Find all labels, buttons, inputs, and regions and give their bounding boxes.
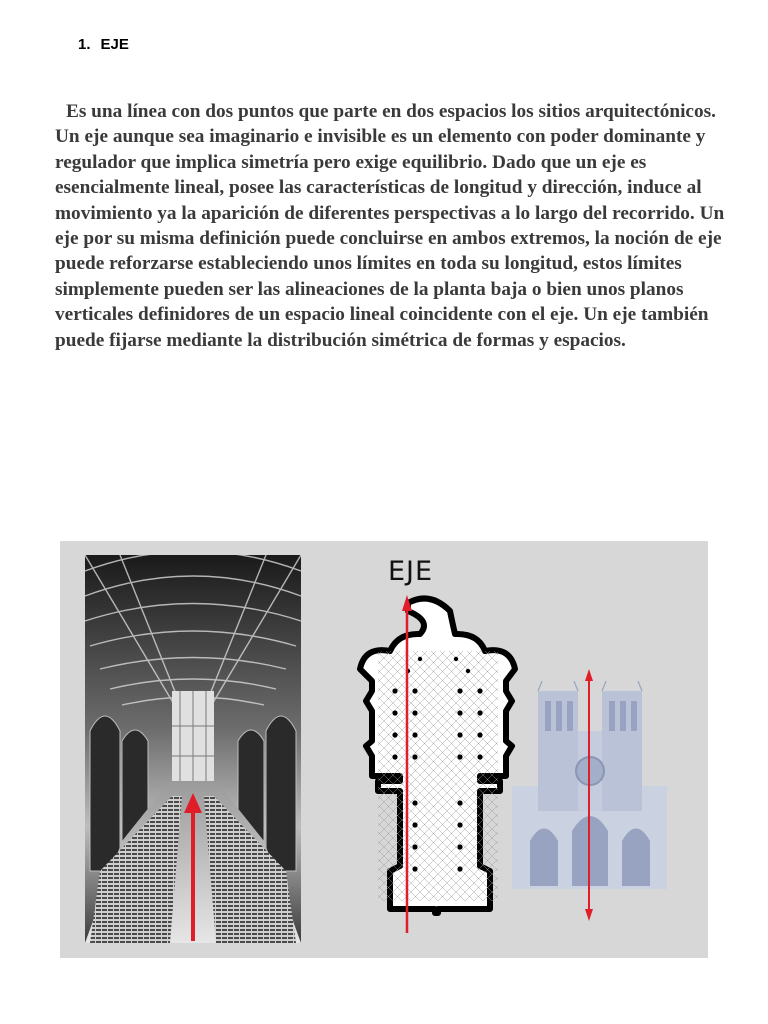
section-number: 1. bbox=[78, 36, 91, 53]
axis-illustration bbox=[60, 541, 708, 958]
axis-label: EJE bbox=[388, 556, 434, 587]
section-heading bbox=[78, 36, 129, 53]
cathedral-interior-photo bbox=[85, 551, 301, 943]
axis-figure bbox=[60, 541, 708, 958]
section-title: EJE bbox=[100, 36, 129, 53]
cathedral-floor-plan bbox=[360, 595, 515, 933]
body-paragraph: Es una línea con dos puntos que parte en dos espacios los sitios arquitectónicos. Un eje aunque sea imaginario e invisible es un elemento con poder dominante y regulador que implica simetría pero exige equilibrio. Dado que un eje es esencialmente lineal, posee las características de longitud y dirección, induce al movimiento ya la aparición de diferentes perspectivas a lo largo del recorrido. Un eje por su misma definición puede concluirse en ambos extremos, la noción de eje puede reforzarse estableciendo unos límites en toda su longitud, estos límites simplemente pueden ser las alineaciones de la planta baja o bien unos planos verticales definidores de un espacio lineal coincidente con el eje. Un eje también puede fijarse mediante la distribución simétrica de formas y espacios. bbox=[55, 101, 725, 351]
